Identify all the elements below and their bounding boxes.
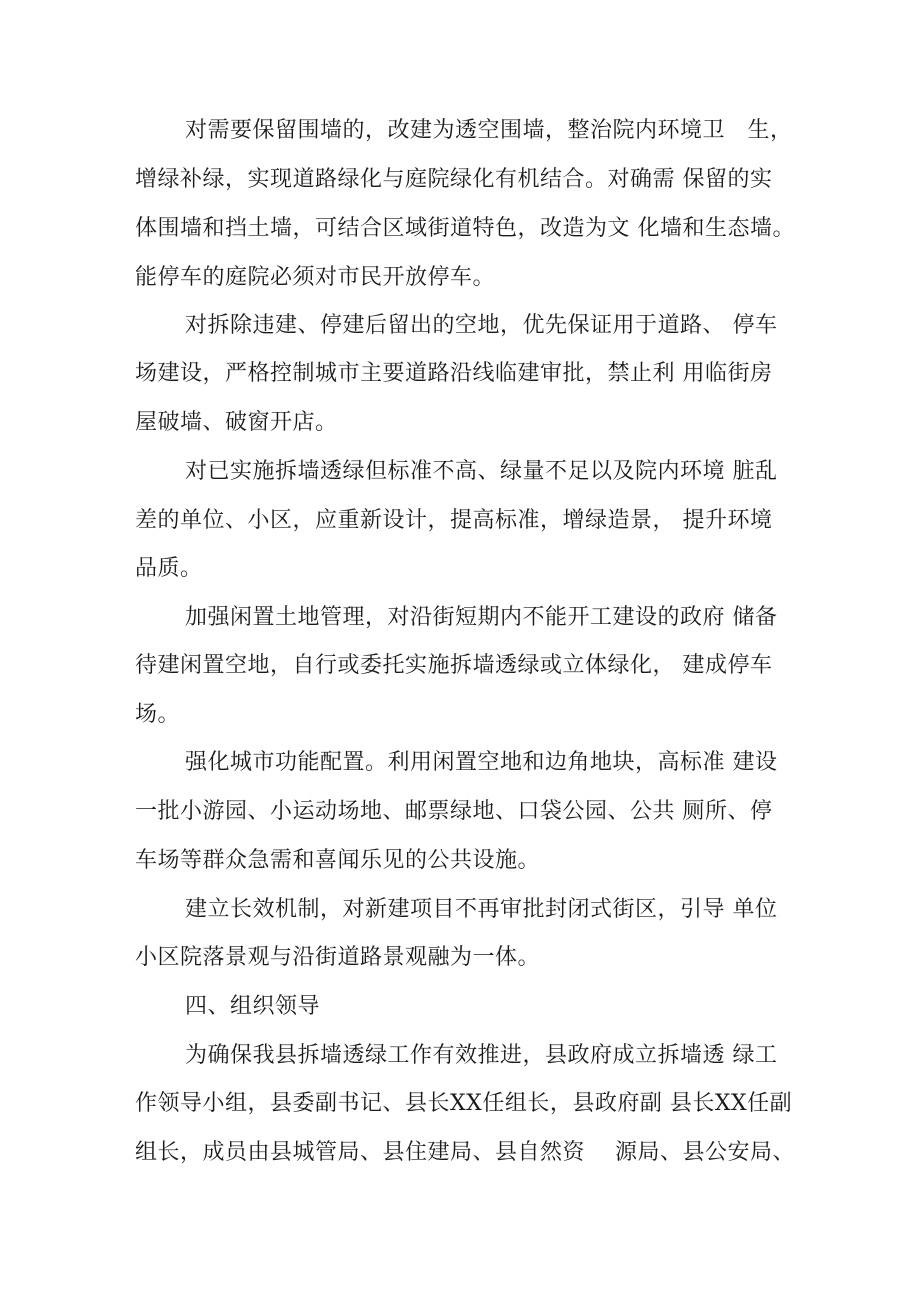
paragraph-line: 能停车的庭院必须对市民开放停车。 bbox=[135, 265, 496, 290]
paragraph-line: 对拆除违建、停建后留出的空地，优先保证用于道路、 停车 bbox=[185, 313, 778, 338]
paragraph-line: 小区院落景观与沿街道路景观融为一体。 bbox=[135, 945, 541, 970]
paragraph-line: 品质。 bbox=[135, 556, 203, 581]
paragraph-line: 对已实施拆墙透绿但标准不高、绿量不足以及院内环境 脏乱 bbox=[185, 459, 778, 484]
paragraph-line: 建立长效机制，对新建项目不再审批封闭式街区，引导 单位 bbox=[185, 897, 778, 922]
paragraph-line: 差的单位、小区，应重新设计，提高标准，增绿造景， 提升环境 bbox=[135, 508, 773, 533]
paragraph-line: 强化城市功能配置。利用闲置空地和边角地块，高标准 建设 bbox=[185, 750, 778, 775]
paragraph-line: 场。 bbox=[135, 702, 181, 727]
paragraph-line: 车场等群众急需和喜闻乐见的公共设施。 bbox=[135, 848, 541, 873]
paragraph-line: 加强闲置土地管理，对沿街短期内不能开工建设的政府 储备 bbox=[185, 605, 778, 630]
paragraph-line: 作领导小组，县委副书记、县长XX任组长，县政府副 县长XX任副 bbox=[135, 1091, 793, 1116]
paragraph-line: 一批小游园、小运动场地、邮票绿地、口袋公园、公共 厕所、停 bbox=[135, 799, 773, 824]
paragraph-line: 为确保我县拆墙透绿工作有效推进，县政府成立拆墙透 绿工 bbox=[185, 1043, 778, 1068]
paragraph-line: 组长，成员由县城管局、县住建局、县自然资 源局、县公安局、 bbox=[135, 1140, 795, 1165]
paragraph-line: 场建设，严格控制城市主要道路沿线临建审批，禁止利 用临街房 bbox=[135, 361, 773, 386]
paragraph-line: 体围墙和挡土墙，可结合区域街道特色，改造为文 化墙和生态墙。 bbox=[135, 216, 795, 241]
section-heading: 四、组织领导 bbox=[185, 994, 321, 1019]
paragraph-line: 待建闲置空地，自行或委托实施拆墙透绿或立体绿化， 建成停车 bbox=[135, 653, 773, 678]
paragraph-line: 屋破墙、破窗开店。 bbox=[135, 410, 338, 435]
paragraph-line: 对需要保留围墙的，改建为透空围墙，整治院内环境卫 生， bbox=[185, 118, 793, 143]
paragraph-line: 增绿补绿，实现道路绿化与庭院绿化有机结合。对确需 保留的实 bbox=[135, 167, 773, 192]
